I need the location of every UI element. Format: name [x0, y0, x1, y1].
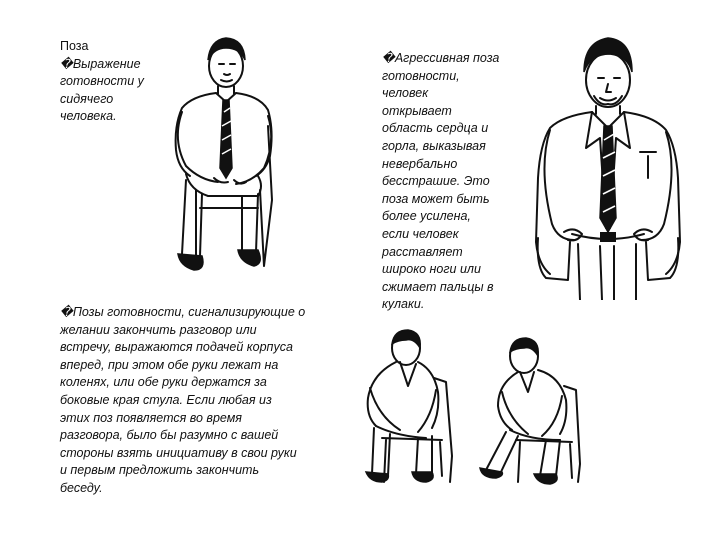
caption-line: горла, выказывая: [382, 138, 486, 153]
caption-line: Поза: [60, 39, 89, 53]
caption-line: расставляет: [382, 244, 463, 259]
caption-line: желании закончить разговор или: [60, 322, 257, 337]
caption-line: встречу, выражаются подачей корпуса: [60, 340, 293, 355]
caption-line: открывает: [382, 103, 452, 118]
caption-line: вперед, при этом обе руки лежат на: [60, 357, 279, 372]
seated-man-illustration: [160, 30, 290, 292]
caption-line: сидячего: [60, 91, 114, 106]
caption-line: беседу.: [60, 480, 103, 495]
caption-line: готовности у: [60, 74, 144, 89]
caption-line: этих поз появляется во время: [60, 410, 242, 425]
caption-line: широко ноги или: [382, 262, 481, 277]
caption-line: кулаки.: [382, 297, 425, 312]
caption-line: поза может быть: [382, 191, 490, 206]
caption-line: человек: [382, 86, 429, 101]
caption-line: �Выражение: [60, 56, 141, 71]
caption-line: человека.: [60, 109, 117, 124]
caption-line: стороны взять инициативу в свои руки: [60, 445, 297, 460]
caption-line: �Позы готовности, сигнализирующие о: [60, 305, 306, 319]
caption-line: и первым предложить закончить: [60, 463, 260, 478]
caption-line: коленях, или обе руки держатся за: [60, 375, 267, 390]
caption-line: невербально: [382, 156, 458, 171]
caption-line: бесстрашие. Это: [382, 174, 490, 189]
leaning-men-illustration: [356, 326, 588, 488]
caption-line: сжимает пальцы в: [382, 279, 494, 294]
caption-line: �Агрессивная поза: [382, 51, 500, 65]
caption-line: готовности,: [382, 68, 460, 83]
caption-line: боковые края стула. Если любая из: [60, 392, 272, 407]
caption-line: если человек: [382, 226, 459, 241]
caption-line: разговора, было бы разумно с вашей: [60, 428, 279, 443]
caption-aggressive-readiness: [382, 50, 499, 314]
caption-line: более усилена,: [382, 209, 471, 224]
caption-seated-readiness: [60, 38, 144, 126]
caption-end-conversation: [60, 304, 305, 498]
standing-man-illustration: [528, 28, 688, 300]
caption-line: область сердца и: [382, 121, 489, 136]
